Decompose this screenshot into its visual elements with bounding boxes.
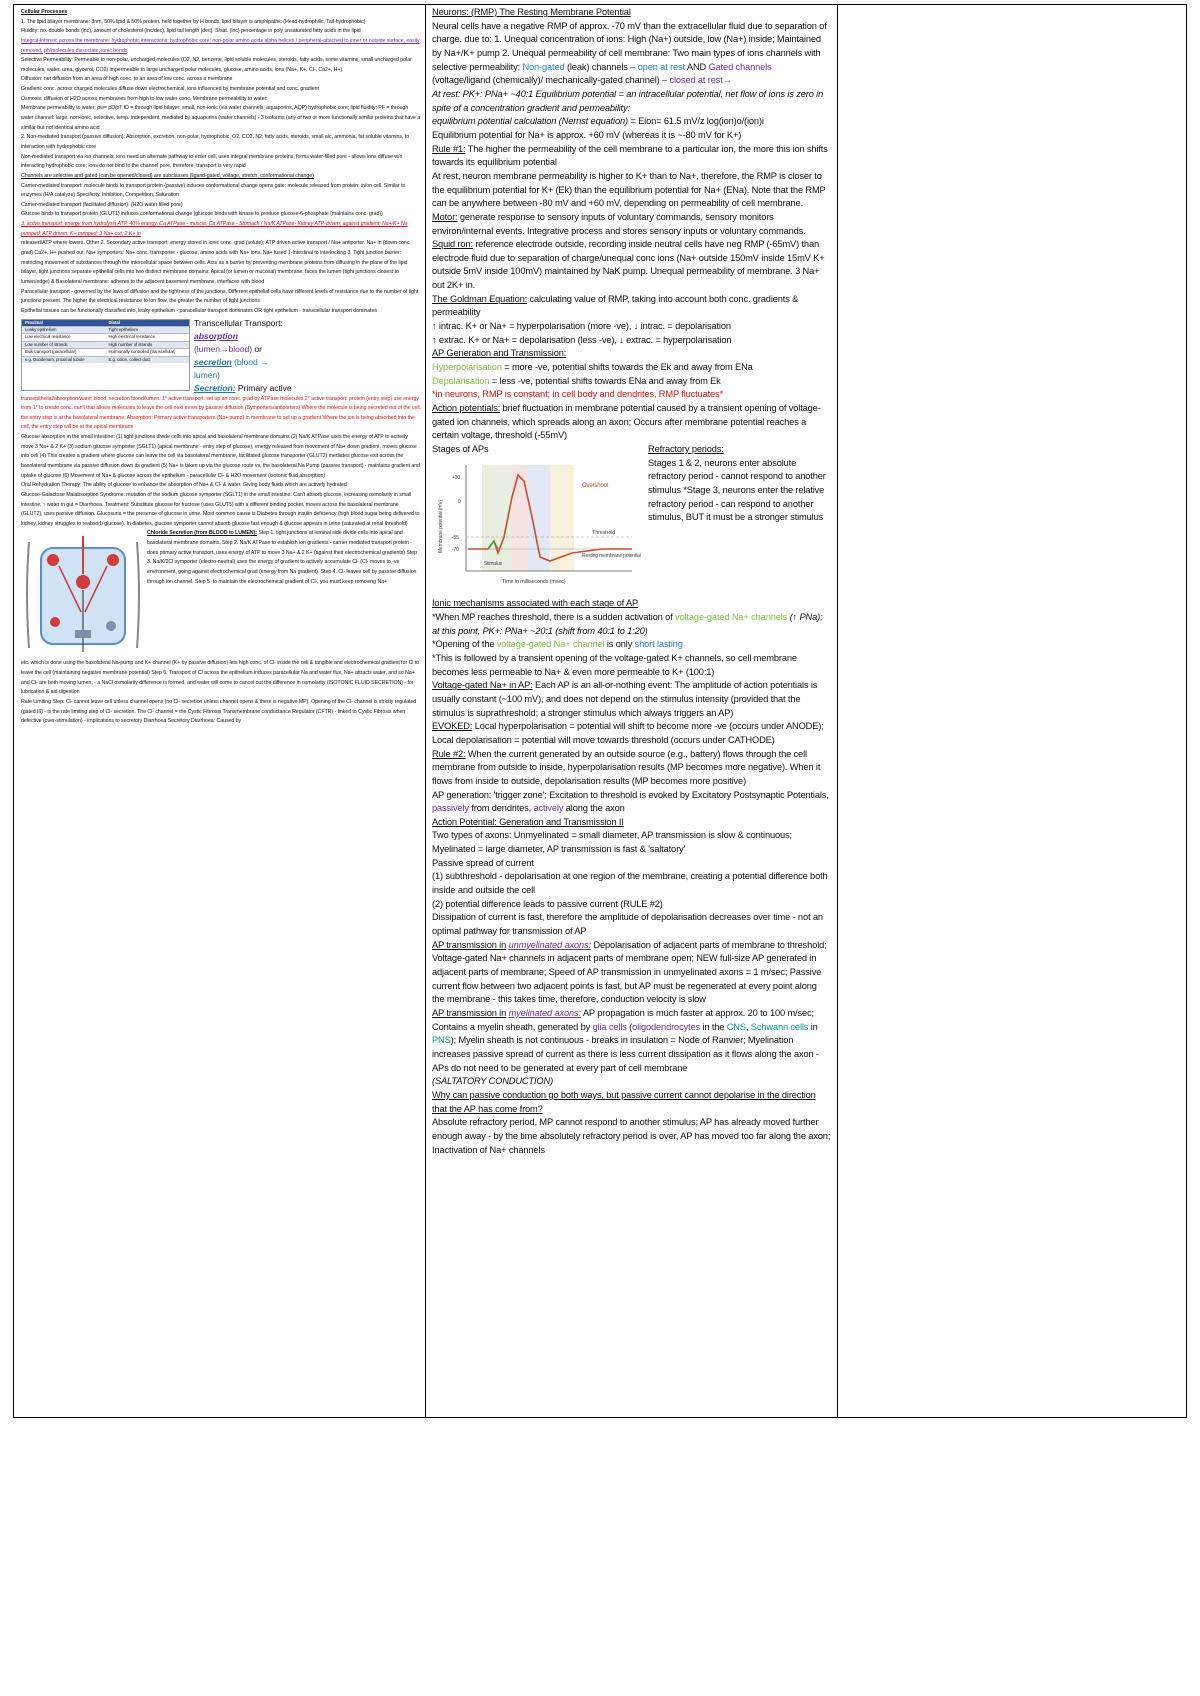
- note-line: Glucose absorption in the small intestine: (1) tight junctions divide cells into apical and basolateral membrane domains (2) Na/K ATPase uses the energy of ATP to actively move 3 Na+ & 2 K+ (3) sodium glucose symporter (SGLT1) (apical membrane - entry step of glucose), energy released from movement of Na+ down gradient, moves glucose into cell (4) This creates a gradient where glucose can leave the cell via basolateral membrane, facilitated glucose transporter (GLUT2) mediates glucose exit across the basolateral membrane via passive diffusion down its gradient (5) Na+ is taken up via the glucose route vs. the basolateral Na Pump (passive transport) - maintains gradient and uptake of glucose (6) Movement of Na+ & glucose across the epithelium - paracellular Cl- & H2O movement (isotonic fluid absorption): [21, 434, 420, 479]
- note-paragraph: (SALTATORY CONDUCTION): [432, 1076, 554, 1087]
- note-text: Hyperpolarisation: [432, 362, 502, 373]
- note-paragraph: [432, 375, 831, 389]
- note-text: passively: [432, 803, 469, 814]
- epithelium-comparison-table: [21, 319, 190, 391]
- table-row: [22, 356, 189, 363]
- note-text: Each AP is an all-or-nothing event: The amplitude of action potentials is usually constant (~100 mV), and does not depend on the stimulus intensity (provided that the stimulus is suprathreshold; a stronger stimulus which always triggers an AP): [432, 680, 818, 718]
- note-paragraph: [432, 402, 831, 443]
- table-header-cell: Distal: [108, 319, 120, 325]
- note-paragraph: [432, 638, 831, 652]
- note-text: AND: [686, 61, 707, 72]
- chloride-secretion-title: Chloride Secretion (from BLOOD to LUMEN):: [147, 530, 257, 537]
- note-label: AP transmission in: [432, 939, 507, 950]
- note-paragraph: Absolute refractory period, MP cannot respond to another stimulus; AP has already moved further enough away - by the time absolutely refractory period is over, AP has moved too far along the axon; Inactivation of Na+ channels: [432, 1117, 831, 1155]
- note-line: Osmosis: diffusion of H2O across membranes from high to low water conc. Membrane permeability to water:: [21, 95, 268, 102]
- resting-label: Resting membrane potential: [582, 552, 641, 559]
- note-paragraph: Equilibrium potential for Na+ is approx. +60 mV (whereas it is ~-80 mV for K+): [432, 129, 742, 140]
- note-text: brief fluctuation in membrane potential caused by a transient opening of voltage-gated ion channels, which spreads along an axon; Occurs after membrane potential reaches a certain voltage, threshold (-55mV): [432, 403, 821, 441]
- notes-column-empty: [838, 5, 1186, 1417]
- table-cell: Low electrical resistance: [25, 334, 71, 340]
- table-row: [22, 333, 189, 340]
- refractory-title: Refractory periods:: [648, 444, 724, 454]
- note-text: (: [629, 1021, 633, 1032]
- note-line: etc. which is done using the basolateral Na-pump and K+ channel (K+ by passive diffusion) lets high conc. of Cl- inside the cell & tangible and electrochemical gradient for Cl to leave the cell (maintaining negative membrane potential) Step 6. Transport of Cl across the epithelium induces paracellular Na and water flux, Na+ attracts water, and so Na+ and Cl- are both moving lumen, - a NaCl osmolarity difference is formed, and water will come to cancel out the difference in osmolarity (ISOTONIC FLUID SECRETION) - for lubrication & aid digestion: [21, 660, 420, 696]
- table-cell: High number of strands: [108, 341, 153, 347]
- note-line: 1. The lipid bilayer membrane: 3nm, 50% lipid & 50% protein, held together by H bonds, lipid bilayer is amphipathic (Head-hydrophilic, Tail-hydrophobic): [21, 18, 366, 25]
- chloride-secretion-text: Step 1. tight junctions at luminal side divide cells into apical and basolateral membrane domains. Step 2. Na/K ATPase to establish ion gradients - carrier mediated transport protein - does primary active transport, uses energy of ATP to move 3 Na+ & 2 K+ (against their electrochemical gradients) Step 3. Na/K/2Cl symporter (electro-neutral) uses the energy of gradient to actively accumulate Cl- (Cl- moves to -ve environment, going against electrochemical grad (energy from Na gradient). Step 4. Cl- leaves cell by passive diffusion through ion channel. Step 5. to maintain the electrochemical gradient of Cl-, you must keep removing Na+: [147, 530, 418, 585]
- y-tick-label: 0: [458, 498, 461, 505]
- section-title: Neurons: (RMP) The Resting Membrane Potential: [432, 7, 631, 17]
- table-header-cell: Proximal: [25, 319, 43, 325]
- note-paragraph: [432, 115, 831, 129]
- note-text: The higher the permeability of the cell membrane to a particular ion, the more this ion shifts towards its equilibrium potential: [432, 143, 828, 168]
- note-text: Non-gated: [522, 61, 565, 72]
- note-text: actively: [533, 803, 564, 814]
- y-tick-label: +30: [452, 474, 461, 481]
- note-line: Epithelial tissues can be functionally classified into, leaky epithelium - paracellular transport dominates OR tight epithelium - transcellular transport dominates: [21, 307, 378, 314]
- note-text: Depolarisation: [432, 375, 490, 386]
- note-line: Fluidity: no. double bonds (inc), amount of cholesterol (inc/dec), lipid tail length (dec), S/sat. (inc) percentage in poly unsaturated fatty acids in the lipid: [21, 28, 361, 35]
- table-header: [22, 320, 189, 326]
- note-line: Membrane permeability to water: pw= pD/pT fD = through lipid bilayer: small, non-ionic (via water channels; aquaporins, AQP) hydrophobic core; lipid fluidity; PF = through water channel: large, non-ionic, selective, temp. independent, mediated by aquaporins (water channels) - 3 isoforms (any of two or more functionally similar proteins that have a similar but not identical amino acid: [21, 105, 421, 131]
- note-paragraph: (2) potential difference leads to passive current (RULE #2): [432, 898, 663, 909]
- note-line: released/ATP where lowers. Other 2. Secondary active transport: energy stored in ionic conc. grad (solute); ATP driven active transport / Na+ antiporter. Na+ in (down conc. grad) Ca2+, H+ pushed out. Na+ symporters: Na+ conc. transporter - glucose, amino acids with Na+ ions. Na+ fused 1-Intestinal to interlocking 3. Tight junction barrier: restricting movement of substances through the intercellular space between cells. Acts as a barrier by preventing membrane proteins from diffusing in the plane of the lipid bilayer, tight junctions separate epithelial cells into two distinct membrane domains: Apical (or lumen or mucosal) membrane: faces the lumen (tight junctions closest to lumen/edge) & Basolateral membrane: adheres to the adjacent basement membrane, interfaces with blood: [21, 240, 411, 285]
- note-line: Oral Rehydration Therapy: The ability of glucose to enhance the absorption of Na+ & Cl- & water. Giving body fluids which are actively hydrated: [21, 482, 347, 489]
- note-paragraph: [432, 748, 831, 789]
- note-text: (leak) channels –: [566, 61, 636, 72]
- note-text: Local hyperpolarisation = potential will shift to become more -ve (occurs under ANODE); Local depolarisation = potential will move towards threshold (occurs under CATHODE): [432, 721, 824, 745]
- side-note-text: Transport:: [244, 317, 283, 328]
- table-cell: Leaky epithelium: [25, 326, 57, 332]
- epithelium-table-row: [21, 317, 421, 395]
- note-line: 3. active transport: energy from hydrolysis ATP, 40% energy. Ca ATPase - muscle, Ca ATPase - Stomach / Na/K ATPase- Kidney ATP-driven; against gradient; Na+/K+ Na pumped; ATP driven; K+ pumped; 3 Na+ out, 2 K+ in: [21, 221, 408, 237]
- note-line: Integral-Intrinsic across the membrane: hydrophobic interactions; hydrophobic core; non-polar amino acids alpha helices / peripheral-attached to inner or outside surface, easily removed, ph/molecules dissociate, ionic bonds: [21, 37, 420, 54]
- rule-label: Rule #1:: [432, 143, 466, 154]
- note-line: Diffusion: net diffusion from an area of high conc. to an area of low conc. across a membrane: [21, 76, 233, 83]
- note-line: Carrier-mediated transport (facilitated diffusion): (H2O water filled pore): [21, 201, 183, 208]
- note-text: = less -ve, potential shifts towards ENa and away from Ek: [491, 375, 721, 386]
- note-paragraph: *This is followed by a transient opening of the voltage-gated K+ channels, so cell membrane becomes less permeable to Na+ & even more permeable to K+ (100:1): [432, 652, 797, 677]
- note-text: Depolarisation of adjacent parts of membrane to threshold; Voltage-gated Na+ channels in adjacent parts of membrane open; NEW full-size AP generated in adjacent parts of membrane; Speed of AP transmission in unmyelinated axons = 1 m/sec; Passive current flow between two adjacent points is fast, but AP must be regenerated at every point along the membrane - this takes time, therefore, conduction velocity is slow: [432, 939, 827, 1005]
- side-note-text: Secretion:: [194, 382, 236, 393]
- ap-stages-row: [432, 443, 831, 597]
- section-title: Cellular Processes: [21, 9, 68, 15]
- transcellular-transport-note: [194, 317, 421, 395]
- table-cell: High electrical resistance: [108, 334, 155, 340]
- note-paragraph: [432, 720, 831, 747]
- side-note-text: secretion: [194, 356, 232, 367]
- note-label: Squid ron:: [432, 239, 473, 250]
- note-line: transepithelial/absorption/water blood, secretion blood/lumen. 1° active transport: set up an conc. grad by ATPase molecules 2° active transport: protein (entry step) use energy from 1° to create conc. can't that allows molecules to leave the cell next move by passive diffusion (Symporters/antiporters) Where the molecule is being secreted out of the cell, the entry step is at the basolateral membrane. Absorption: Primary active transporters (Na+ pump) in membrane to set up a gradient Where the ion is being absorbed into the cell, the entry step will be at the apical membrane: [21, 395, 421, 431]
- y-tick-label: -70: [452, 546, 459, 553]
- note-paragraph: At rest: PK+: PNa+ ~40:1 Equilibrium potential = an intracellular potential, net flow of ions is zero in spite of a concentration gradient and permeability:: [432, 88, 824, 113]
- figure-label: Stages of APs: [432, 444, 489, 454]
- nernst-equation: Eion= 61.5 mV/z log(ion)o/(ion)i: [638, 116, 764, 127]
- note-line: Glucose-Galactose Malabsorption Syndrome: mutation of the sodium glucose symporter (SGLT1) in the small intestine. Can't absorb glucose, increasing osmolarity in small intestine, ↑ water in gut = Diarrhoea. Treatment: Substitute glucose for fructose (uses GLUT5) with a different binding pocket, moves across the basolateral membrane (GLUT2), uses passive diffusion. Glucosuria = the presence of glucose in urine. Most common cause is Diabetes through insulin deficiency (high blood sugar being delivered to kidney, kidney struggles to reabsorb glucose). In diabetes, glucose symporter cannot absorb glucose fast enough & glucose appears in urine (saturated at renal threshold): [21, 491, 420, 527]
- side-note-text: absorption: [194, 330, 238, 341]
- note-paragraph: *in neurons, RMP is constant; in cell body and dendrites, RMP fluctuates*: [432, 389, 724, 400]
- y-axis-label: Membrane potential (mV): [438, 499, 444, 553]
- notes-column-cellular-processes: [14, 5, 426, 1417]
- table-row: [22, 348, 189, 355]
- note-line: Channels are selective and gated (can be opened/closed) are subclasses (ligand-gated, voltage, stretch, conformational change): [21, 172, 314, 179]
- note-paragraph: [432, 789, 831, 816]
- section-title: Ionic mechanisms associated with each stage of AP: [432, 598, 639, 609]
- note-paragraph: [432, 361, 831, 375]
- note-label: AP transmission in: [432, 1008, 507, 1018]
- note-line: Paracellular transport - governed by the laws of diffusion and the tightness of the junctions. Different epithelial cells have different levels of resistance due to the number of tight junctions present. The higher the electrical resistance to ion flow, the greater the number of tight junctions: [21, 288, 419, 305]
- table-cell: e.g. Duodenum, proximal tubule: [25, 356, 85, 362]
- note-text: calculating value of RMP, taking into account both conc. gradients & permeability: [432, 293, 799, 318]
- note-text: along the axon: [565, 803, 625, 814]
- refractory-text: Stages 1 & 2, neurons enter absolute refractory period - cannot respond to another stimulus *Stage 3, neurons enter the relative refractory period - can respond to another stimulus, BUT it must be a stronger stimulus: [648, 457, 826, 523]
- note-text: PNS: [432, 1035, 451, 1046]
- note-paragraph: [432, 143, 831, 170]
- note-paragraph: Dissipation of current is fast, therefore the amplitude of depolarisation decreases over time - not an optimal pathway for transmission of AP: [432, 912, 823, 937]
- side-note-text: or: [254, 343, 262, 354]
- side-note-text: lumen): [194, 369, 220, 380]
- note-paragraph: Why can passive conduction go both ways, but passive current cannot depolarise in the direction that the AP has come from?: [432, 1089, 816, 1114]
- note-text: voltage-gated Na+ channel: [496, 639, 605, 650]
- note-line: Gradient: conc. across charged molecules diffuse down electrochemical, ions influenced by membrane potential and conc. gradient: [21, 86, 319, 93]
- note-paragraph: ↑ extrac. K+ or Na+ = depolarisation (less -ve), ↓ extrac. = hyperpolarisation: [432, 334, 732, 345]
- side-note-text: Primary active: [237, 382, 292, 393]
- table-body: [22, 326, 189, 363]
- note-line: Rate Limiting Step: Cl- cannot leave cell unless channel opens (no Cl- secretion unless channel opens & there is negative MP). Opening of the Cl- channel is strictly regulated (gated III) - is the rate limiting step of Cl- secretion. The Cl- channel = the Cystic Fibrosis Transmembrane conductance Regulator (CFTR) - linked to Cystic Fibrosis when defective (over-stimulation) - implications to secretory Diarrhoea Secretory Diarrhoea: Caused by: [21, 699, 417, 725]
- note-text: short lasting: [634, 639, 683, 650]
- y-tick-label: -55: [452, 534, 459, 541]
- note-text: voltage-gated Na+ channels: [675, 611, 788, 622]
- note-text: Neural cells have a negative RMP of approx. -70 mV than the extracellular fluid due to separation of charge. due to: 1. Unequal concentration of ions: High (Na+) outside, low (Na+) inside; Maintained by Na+/K+ pump 2. Unequal permeability of cell membrane: Two main types of ions channels with selective permeability:: [432, 20, 827, 72]
- action-potential-graph: [432, 457, 644, 593]
- note-text: from dendrites,: [471, 803, 532, 814]
- note-line: Selective Permeability: Permeable to non-polar, uncharged molecules (O2, N2, benzene, lipid soluble molecules, steroids, fatty acids, some vitamins, small uncharged polar molecules, water, urea, glycerol, CO2) impermeable to large uncharged polar molecules, glucose, amino acids, ions (Na+, K+, Cl-, Ca2+, H+): [21, 57, 412, 73]
- note-paragraph: (1) subthreshold - depolarisation at one region of the membrane, creating a potential difference both inside and outside the cell: [432, 871, 828, 896]
- note-label: unmyelinated axons:: [508, 939, 591, 950]
- chloride-secretion-row: [21, 529, 421, 659]
- note-label: Action potentials:: [432, 403, 501, 414]
- note-line: 2. Non-mediated transport (passive diffusion): Absorption, excretion, non-polar, hydrophobic, O2, CO2, N2, fatty acids, steroids, small alc, ammonia, fat soluble vitamins, to interaction with hydrophobic core: [21, 134, 410, 150]
- note-text: equilibrium potential calculation (Nernst equation) =: [432, 116, 636, 127]
- note-text: AP generation: 'trigger zone'; Excitation to threshold is evoked by Excitatory Postsynaptic Potentials,: [432, 789, 829, 800]
- notes-column-neurons: [426, 5, 838, 1417]
- stimulus-label: Stimulus: [484, 560, 502, 567]
- note-text: oligodendrocytes: [632, 1021, 701, 1032]
- note-text: in the: [702, 1021, 725, 1032]
- note-paragraph: [432, 20, 831, 88]
- note-text: = more -ve, potential shifts towards the Ek and away from ENa: [504, 362, 753, 373]
- note-text: in: [810, 1021, 818, 1032]
- note-label: EVOKED:: [432, 721, 473, 732]
- note-text: Gated channels: [708, 61, 772, 72]
- table-row: [22, 326, 189, 333]
- note-label: Motor:: [432, 211, 458, 222]
- overshoot-label: Overshoot: [582, 482, 609, 489]
- x-axis-label: Time in milliseconds (msec): [502, 578, 566, 585]
- note-paragraph: At rest, neuron membrane permeability is higher to K+ than to Na+, therefore, the RMP is closer to the equilibrium potential for K+ (Ek) than the equilibrium potential for Na+ (ENa). Note that the RMP can be anywhere between -80 mV and +60 mV, depending on permeability of cell membrane.: [432, 170, 826, 209]
- table-cell: E.g. colon, collect duct: [108, 356, 151, 362]
- note-label: Voltage-gated Na+ in AP:: [432, 680, 533, 691]
- chloride-secretion-steps: [147, 529, 421, 659]
- note-line: Glucose binds to transport protein (GLUT1) induces conformational change (glucose binds with kinase to produce glucose-6-phosphate (maintains conc. grad)): [21, 211, 383, 218]
- note-paragraph: [432, 611, 831, 638]
- note-text: *When MP reaches threshold, there is a sudden activation of: [432, 611, 673, 622]
- note-paragraph: [432, 211, 831, 293]
- notes-sheet: [13, 4, 1187, 1418]
- side-note-text: (lumen→blood): [194, 343, 253, 354]
- ap-figure-block: [432, 443, 648, 597]
- threshold-label: Threshold: [592, 529, 616, 536]
- chloride-secretion-cell-diagram: [23, 530, 143, 658]
- note-paragraph: Two types of axons: Unmyelinated = small diameter, AP transmission is slow & continuous; Myelinated = large diameter, AP transmission is fast & 'saltatory': [432, 830, 792, 855]
- note-paragraph: Passive spread of current: [432, 857, 534, 868]
- section-title: AP Generation and Transmission:: [432, 348, 567, 359]
- note-text: is only: [606, 639, 633, 650]
- section-title: Action Potential: Generation and Transmission II: [432, 816, 624, 827]
- table-row: [22, 341, 189, 348]
- table-cell: Low number of strands: [25, 341, 68, 347]
- note-text: *Opening of the: [432, 639, 495, 650]
- side-note-text: (blood: [234, 356, 258, 367]
- note-paragraph: [432, 939, 831, 1007]
- note-text: (voltage/ligand (chemically)/ mechanically-gated channel) –: [432, 75, 668, 86]
- refractory-periods-note: [648, 443, 831, 597]
- note-text: CNS: [726, 1021, 746, 1032]
- note-paragraph: [432, 293, 831, 320]
- side-note-text: Transcellular: [194, 317, 243, 328]
- note-text: open at rest: [637, 61, 685, 72]
- note-text: reference electrode outside, recording inside neutral cells have neg RMP (-65mV) than electrode fluid due to separation of charge/unequal conc ions (Na+ outside 150mV inside 15mV K+ outside 5mV inside 100mV) maintained by NaK pump. Unequal permeability of membrane. 3 Na+ out 2K+ in.: [432, 239, 825, 291]
- note-line: Non-mediated transport via ion channels: ions need an alternate pathway to enter cell, uses integral membrane proteins, forms water-filled pore - allows ions diffuse w/o interacting hydrophobic core; ions do not bind to the channel pore, therefore, transport is very rapid: [21, 153, 403, 170]
- note-text: When the current generated by an outside source (e.g., battery) flows through the cell membrane from outside to inside, hyperpolarisation results (MP becomes more negative). When it flows from inside to outside, depolarisation results (MP becomes more positive): [432, 748, 821, 786]
- note-text: generate response to sensory inputs of voluntary commands, sensory monitors environ/internal events. Integrative process and stores sensory inputs or voluntary commands.: [432, 211, 806, 236]
- note-paragraph: [432, 1007, 831, 1075]
- note-paragraph: [432, 679, 831, 720]
- side-note-text: →: [260, 356, 269, 367]
- note-label: The Goldman Equation:: [432, 293, 528, 304]
- table-cell: Bulk transport (paracellular): [25, 349, 77, 355]
- note-paragraph: ↑ intrac. K+ or Na+ = hyperpolarisation (more -ve), ↓ intrac. = depolarisation: [432, 321, 731, 332]
- table-cell: Tight epithelium: [108, 326, 138, 332]
- note-text: glia cells: [592, 1021, 627, 1032]
- note-text: ,: [745, 1021, 749, 1032]
- note-line: Carrier-mediated transport: molecule binds to transport protein (passive) induces conformational change opens gate: molecule released from protein: in/on cell. Similar to enzymes (H/A catalyze) Specificity, Inhibition, Competition, Saturation: [21, 182, 406, 199]
- note-text: (↑ PNa); at this point, PK+: PNa+ ~20:1 (shift from 40:1 to 1:20): [432, 611, 823, 636]
- note-text: AP propagation is much faster at approx. 20 to 100 m/sec; Contains a myelin sheath, generated by: [432, 1008, 814, 1032]
- note-text: ); Myelin sheath is not continuous - breaks in insulation = Node of Ranvier; Myelination increases passive spread of current as there is less current dissipation as it flows along the axon - APs do not need to be generated at every part of cell membrane: [432, 1035, 819, 1073]
- note-text: closed at rest→: [669, 75, 732, 86]
- rule-label: Rule #2:: [432, 748, 466, 759]
- note-text: Schwann cells: [750, 1021, 809, 1032]
- note-label: myelinated axons:: [508, 1008, 581, 1018]
- table-cell: Hormonally controlled (transcellular): [108, 349, 176, 355]
